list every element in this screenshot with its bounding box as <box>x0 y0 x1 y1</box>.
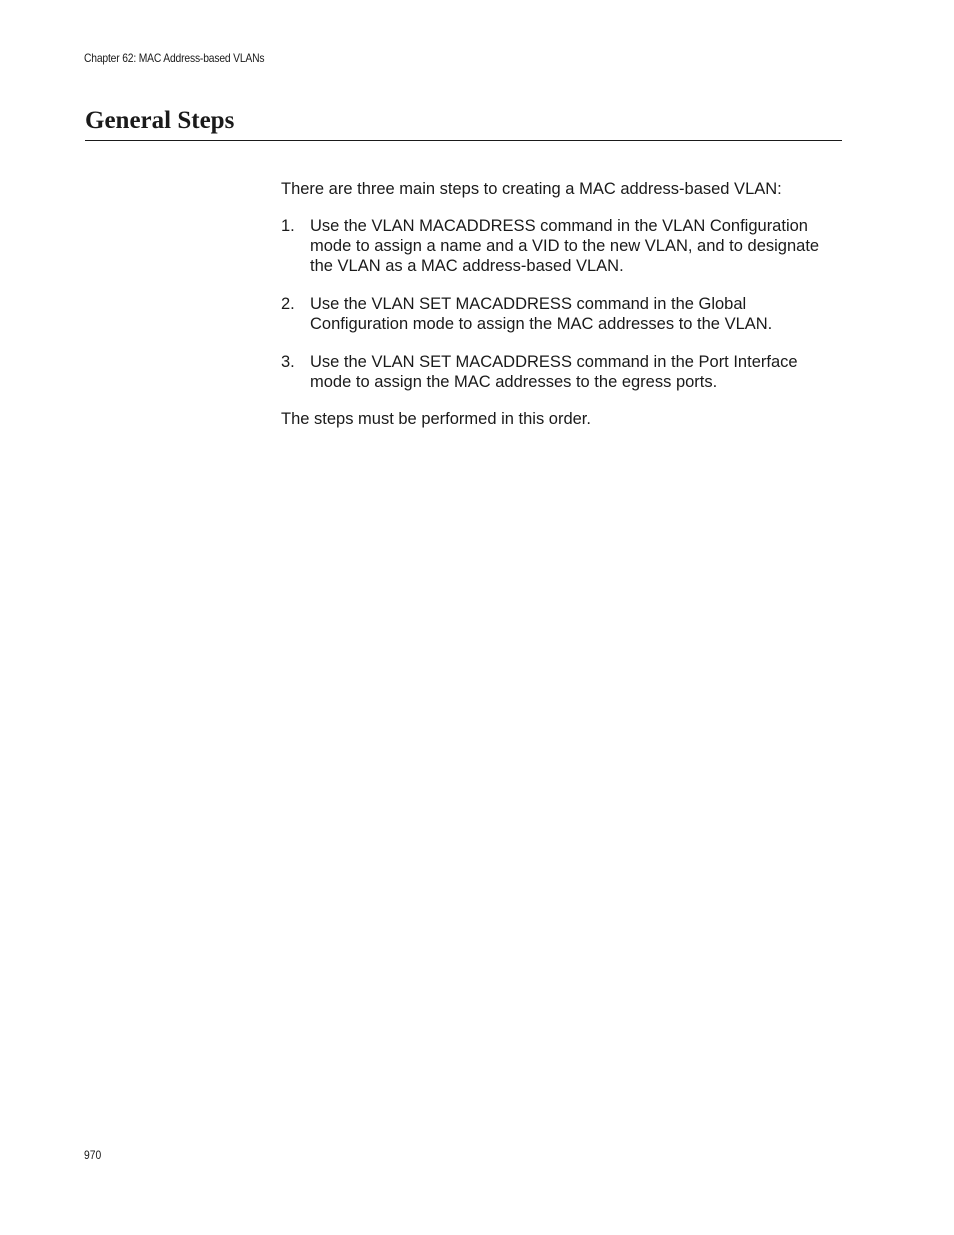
step-number: 2. <box>281 295 295 313</box>
step-number: 3. <box>281 353 295 371</box>
step-text-line: Use the VLAN SET MACADDRESS command in the Global <box>310 295 747 313</box>
step-number: 1. <box>281 217 295 235</box>
step-text-line: the VLAN as a MAC address-based VLAN. <box>310 257 624 275</box>
section-title: General Steps <box>85 107 235 134</box>
title-rule <box>85 140 842 141</box>
page-number: 970 <box>84 1148 102 1162</box>
running-header: Chapter 62: MAC Address-based VLANs <box>84 51 265 65</box>
steps-list <box>281 216 851 392</box>
step-item <box>281 352 851 392</box>
step-text-line: Configuration mode to assign the MAC addresses to the VLAN. <box>310 315 773 333</box>
step-text-line: mode to assign a name and a VID to the new VLAN, and to designate <box>310 237 820 255</box>
step-text-line: Use the VLAN SET MACADDRESS command in the Port Interface <box>310 353 798 371</box>
closing-paragraph: The steps must be performed in this order. <box>281 410 591 428</box>
intro-paragraph: There are three main steps to creating a MAC address-based VLAN: <box>281 180 782 198</box>
step-item <box>281 294 851 334</box>
step-text-line: Use the VLAN MACADDRESS command in the VLAN Configuration <box>310 217 808 235</box>
step-item <box>281 216 851 276</box>
step-text-line: mode to assign the MAC addresses to the egress ports. <box>310 373 718 391</box>
